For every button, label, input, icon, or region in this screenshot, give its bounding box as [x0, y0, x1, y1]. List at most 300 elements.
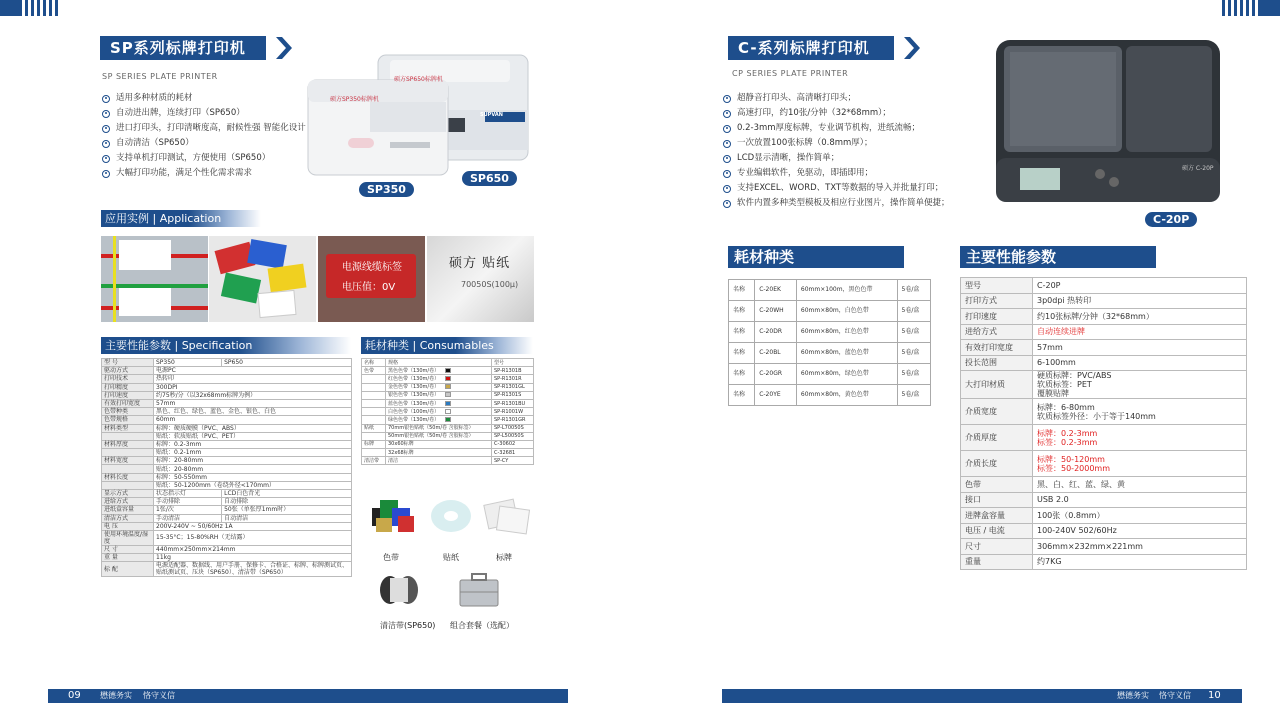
bullet-icon [102, 95, 110, 103]
table-row [102, 432, 352, 440]
right-spec-title: 主要性能参数 [960, 246, 1156, 268]
bullet-icon [723, 200, 731, 208]
spec-value-line: 57mm [1037, 342, 1063, 352]
table-row [961, 278, 1247, 294]
header-cell: 型号 [492, 359, 534, 367]
cons-spec-text: 70mm银色贴纸（50m/卷 含胶标签） [388, 425, 474, 432]
bullet-icon [723, 185, 731, 193]
cons-cell: C-20YE [755, 385, 797, 406]
cons-cell: 名称 [729, 322, 755, 343]
cons-cell: 60mm×80m，黄色色带 [796, 385, 897, 406]
table-row [961, 371, 1247, 399]
cons-cell: 5卷/盒 [897, 364, 931, 385]
color-swatch [445, 417, 451, 422]
spec-key-cell: 尺 寸 [102, 545, 154, 553]
cleaning-tape-photo [376, 570, 422, 610]
combo-caption: 组合套餐（选配） [450, 621, 514, 630]
bullet-icon [723, 155, 731, 163]
cons-cell: 60mm×80m，蓝色色带 [796, 343, 897, 364]
spec-value-cell: 标牌：50-550mm [154, 473, 352, 481]
spec-key-cell: 型号 [961, 278, 1033, 294]
spec-value-cell: 11kg [154, 554, 352, 562]
application-photo-2 [209, 236, 316, 322]
table-row [961, 523, 1247, 539]
spec-key-cell [102, 481, 154, 489]
table-row [102, 449, 352, 457]
spec-section-title: 主要性能参数 | Specification [101, 337, 351, 354]
right-page-title: C-系列标牌打印机 [728, 36, 894, 60]
spec-key-cell: 进牌盒容量 [961, 508, 1033, 524]
cons-name-cell [362, 383, 386, 391]
spec-key-cell: 进给方式 [102, 498, 154, 506]
table-row [362, 399, 534, 407]
cons-model-cell: SP-CY [492, 457, 534, 465]
sp350-logo: 硕方SP350标牌机 [330, 96, 379, 103]
spec-value-line: 标牌：6-80mm [1037, 402, 1095, 412]
right-spec-table [960, 277, 1247, 570]
table-row [362, 391, 534, 399]
table-row [961, 324, 1247, 340]
feature-item: 0.2-3mm厚度标牌，专业调节机构，进纸流畅； [723, 121, 950, 136]
spec-value-cell: SP650 [222, 359, 352, 367]
spec-key-cell: 材料长度 [102, 473, 154, 481]
table-row [102, 490, 352, 498]
table-row [102, 530, 352, 545]
bullet-icon [102, 170, 110, 178]
table-row [729, 322, 931, 343]
table-row [961, 293, 1247, 309]
cons-cell: 5卷/盒 [897, 385, 931, 406]
cons-name-cell [362, 432, 386, 440]
table-row [362, 432, 534, 440]
sp650-label: SP650 [462, 171, 517, 186]
cons-model-cell: SP-R1301BU [492, 399, 534, 407]
left-footer-bar [48, 689, 568, 703]
table-row [961, 309, 1247, 325]
supvan-brand: SUPVAN [480, 112, 503, 118]
spec-key-cell: 打印速度 [102, 391, 154, 399]
feature-item: 自动清洁（SP650） [102, 136, 306, 151]
cons-cell: 名称 [729, 280, 755, 301]
spec-value-line: 标签：50-2000mm [1037, 463, 1111, 473]
sp350-label: SP350 [359, 182, 414, 197]
table-row [102, 391, 352, 399]
spec-value-cell [1033, 539, 1247, 555]
spec-value-cell: 贴纸：软质贴纸（PVC、PET） [154, 432, 352, 440]
spec-key-cell: 色带种类 [102, 408, 154, 416]
right-footer-bar [722, 689, 1242, 703]
application-section-title: 应用实例 | Application [101, 210, 261, 227]
spec-key-cell: 介质长度 [961, 451, 1033, 477]
cons-spec-cell [386, 375, 492, 383]
table-row [729, 301, 931, 322]
cons-spec-cell [386, 424, 492, 432]
spec-key-cell: 介质宽度 [961, 399, 1033, 425]
table-row [362, 424, 534, 432]
table-row [961, 477, 1247, 493]
spec-key-cell: 驱动方式 [102, 367, 154, 375]
cons-spec-text: 50mm银色贴纸（50m/卷 含胶标签） [388, 433, 474, 440]
cons-cell: C-20DR [755, 322, 797, 343]
top-left-stripes [0, 0, 58, 16]
cons-spec-cell [386, 457, 492, 465]
spec-key-cell: 介质厚度 [961, 425, 1033, 451]
bullet-icon [723, 95, 731, 103]
cons-cell: 5卷/盒 [897, 322, 931, 343]
spec-value-line: 100-240V 502/60Hz [1037, 526, 1117, 536]
spec-value-cell: 300DPI [154, 383, 352, 391]
cons-name-cell [362, 416, 386, 424]
table-row [729, 280, 931, 301]
spec-value-cell: 贴纸：20-80mm [154, 465, 352, 473]
spec-value-cell: 手动排除 [154, 498, 222, 506]
cons-spec-text: 绿色色带（130m/卷） [388, 416, 440, 423]
cons-spec-text: 32x68标牌 [388, 449, 414, 456]
spec-value-cell: 440mm×250mm×214mm [154, 545, 352, 553]
spec-key-cell: 进给方式 [961, 324, 1033, 340]
cons-model-cell: SP-L70050S [492, 424, 534, 432]
cons-spec-cell [386, 399, 492, 407]
cons-cell: 5卷/盒 [897, 343, 931, 364]
spec-value-line: 3p0dpi 热转印 [1037, 296, 1092, 306]
bullet-icon [723, 125, 731, 133]
spec-value-cell: 1张/次 [154, 506, 222, 514]
table-row [102, 514, 352, 522]
cons-cell: 60mm×100m，黑色色带 [796, 280, 897, 301]
spec-value-cell: 标牌：硬质硬膜（PVC、ABS） [154, 424, 352, 432]
spec-value-cell: 200V-240V ~ 50/60Hz 1A [154, 522, 352, 530]
spec-value-cell: 贴纸：0.2-1mm [154, 449, 352, 457]
spec-key-cell: 材料类型 [102, 424, 154, 432]
left-feature-list [102, 91, 306, 181]
table-row [102, 506, 352, 514]
bullet-icon [723, 110, 731, 118]
c20p-printer-image [990, 36, 1226, 208]
feature-item: 高速打印，约10张/分钟（32*68mm）； [723, 106, 950, 121]
cons-cell: C-20EK [755, 280, 797, 301]
right-page-number: 10 [1208, 690, 1221, 701]
spec-value-cell: 标牌：20-80mm [154, 457, 352, 465]
left-page-number: 09 [68, 690, 81, 701]
bullet-icon [102, 140, 110, 148]
spec-key-cell: 材料厚度 [102, 440, 154, 448]
left-spec-table [101, 358, 352, 577]
spec-key-cell: 重量 [961, 554, 1033, 570]
cons-name-cell: 清洁带 [362, 457, 386, 465]
feature-item: 软件内置多种类型模板及相应行业图片，操作简单便捷； [723, 196, 950, 211]
spec-value-cell [1033, 309, 1247, 325]
spec-key-cell: 投长范围 [961, 355, 1033, 371]
right-consumables-table [728, 279, 931, 406]
header-cell: 规格 [386, 359, 492, 367]
spec-key-cell: 重 量 [102, 554, 154, 562]
table-row [102, 375, 352, 383]
table-row [102, 465, 352, 473]
application-photo-3 [318, 236, 425, 322]
cons-spec-cell [386, 408, 492, 416]
cons-cell: C-20WH [755, 301, 797, 322]
cons-cell: 名称 [729, 385, 755, 406]
cons-cell: 60mm×80m，绿色色带 [796, 364, 897, 385]
spec-key-cell: 型 号 [102, 359, 154, 367]
cons-cell: 名称 [729, 364, 755, 385]
spec-key-cell [102, 449, 154, 457]
bullet-icon [102, 125, 110, 133]
header-cell: 名称 [362, 359, 386, 367]
spec-value-line: 标牌：50-120mm [1037, 454, 1105, 464]
table-row [102, 359, 352, 367]
spec-value-line: 306mm×232mm×221mm [1037, 541, 1143, 551]
right-title-chevron-icon [904, 37, 920, 59]
cons-spec-cell [386, 416, 492, 424]
cons-cell: 5卷/盒 [897, 301, 931, 322]
feature-item: 支持EXCEL、WORD、TXT等数据的导入并批量打印； [723, 181, 950, 196]
cons-name-cell [362, 399, 386, 407]
spec-key-cell: 色带规格 [102, 416, 154, 424]
table-row [102, 498, 352, 506]
cons-spec-text: 黑色色带（130m/卷） [388, 367, 440, 374]
feature-item: 大幅打印功能，满足个性化需求需求 [102, 166, 306, 181]
table-row [961, 539, 1247, 555]
spec-value-cell: 贴纸：50-1200mm（卷绕外径<170mm） [154, 481, 352, 489]
spec-key-cell: 电压 / 电流 [961, 523, 1033, 539]
table-row [362, 440, 534, 448]
table-row [961, 554, 1247, 570]
color-swatch [445, 401, 451, 406]
table-row [102, 440, 352, 448]
spec-value-line: 标牌：0.2-3mm [1037, 428, 1098, 438]
table-header-row [362, 359, 534, 367]
spec-key-cell: 接口 [961, 492, 1033, 508]
table-row [102, 424, 352, 432]
table-row [102, 383, 352, 391]
color-swatch [445, 384, 451, 389]
table-row [362, 383, 534, 391]
cons-spec-text: 蓝色色带（130m/卷） [388, 400, 440, 407]
right-feature-list [723, 91, 950, 211]
cons-cell: 名称 [729, 301, 755, 322]
cons-spec-cell [386, 367, 492, 375]
spec-key-cell: 显示方式 [102, 490, 154, 498]
spec-value-line: USB 2.0 [1037, 495, 1069, 505]
spec-key-cell: 材料宽度 [102, 457, 154, 465]
spec-key-cell: 打印方式 [961, 293, 1033, 309]
consumables-section-title: 耗材种类 | Consumables [361, 337, 533, 354]
table-row [729, 364, 931, 385]
spec-value-cell [1033, 340, 1247, 356]
table-row [362, 457, 534, 465]
left-page-subtitle: SP SERIES PLATE PRINTER [102, 72, 218, 81]
table-row [102, 562, 352, 577]
bullet-icon [102, 155, 110, 163]
spec-value-cell: 15-35°C；15-80%RH（无结露） [154, 530, 352, 545]
spec-value-cell: SP350 [154, 359, 222, 367]
table-row [961, 399, 1247, 425]
plate-photo [482, 494, 532, 538]
spec-key-cell: 打印精度 [102, 383, 154, 391]
color-swatch [445, 376, 451, 381]
spec-key-cell: 尺寸 [961, 539, 1033, 555]
cons-cell: 60mm×80m，红色色带 [796, 322, 897, 343]
application-photo-1 [101, 236, 208, 322]
sticker-model-text: 70050S(100μ) [461, 280, 519, 289]
voltage-label-text: 电压值：0V [342, 282, 396, 293]
spec-value-cell [1033, 477, 1247, 493]
table-row [102, 481, 352, 489]
cons-spec-cell [386, 432, 492, 440]
table-row [961, 340, 1247, 356]
plate-caption: 标牌 [496, 553, 512, 562]
spec-value-line: C-20P [1037, 280, 1061, 290]
sp650-logo: 硕方SP650标牌机 [394, 76, 443, 83]
bullet-icon [723, 140, 731, 148]
cons-model-cell: SP-R1301GR [492, 416, 534, 424]
spec-value-cell [1033, 508, 1247, 524]
table-row [729, 385, 931, 406]
cleaning-tape-caption: 清洁带(SP650) [380, 621, 436, 630]
right-page-subtitle: CP SERIES PLATE PRINTER [732, 69, 849, 78]
cons-cell: C-20BL [755, 343, 797, 364]
spec-value-cell: 60mm [154, 416, 352, 424]
spec-value-cell [1033, 293, 1247, 309]
table-row [729, 343, 931, 364]
sp-printers-image [300, 50, 534, 185]
right-motto-b: 恪守义信 [1159, 691, 1191, 700]
spec-value-cell [1033, 425, 1247, 451]
cons-cell: 60mm×80m，白色色带 [796, 301, 897, 322]
cons-name-cell: 色带 [362, 367, 386, 375]
feature-item: 专业编辑软件，免驱动，即插即用； [723, 166, 950, 181]
cons-cell: C-20GR [755, 364, 797, 385]
top-right-stripes [1222, 0, 1280, 16]
sticker-title-text: 硕方 贴纸 [449, 256, 511, 271]
table-row [362, 375, 534, 383]
bullet-icon [102, 110, 110, 118]
combo-case-photo [456, 570, 502, 610]
color-swatch [445, 409, 451, 414]
ribbon-caption: 色带 [383, 553, 399, 562]
spec-value-cell: 黑色、红色、绿色、蓝色、金色、银色、白色 [154, 408, 352, 416]
spec-value-cell [1033, 451, 1247, 477]
cons-name-cell [362, 391, 386, 399]
table-row [362, 449, 534, 457]
cons-spec-cell [386, 383, 492, 391]
spec-value-cell [1033, 492, 1247, 508]
sticker-roll-photo [428, 494, 474, 538]
ribbon-photo [368, 494, 420, 538]
spec-value-cell: 热转印 [154, 375, 352, 383]
cons-model-cell: SP-R1301GL [492, 383, 534, 391]
cons-model-cell: C-32681 [492, 449, 534, 457]
feature-item: 支持单机打印测试，方便使用（SP650） [102, 151, 306, 166]
spec-value-cell: 50张（单张厚1mm时） [222, 506, 352, 514]
spec-value-line: 自动连续进牌 [1037, 327, 1085, 337]
cons-cell: 5卷/盒 [897, 280, 931, 301]
table-row [362, 367, 534, 375]
left-title-chevron-icon [276, 37, 292, 59]
spec-value-cell: 状态指示灯 [154, 490, 222, 498]
spec-key-cell: 标 配 [102, 562, 154, 577]
spec-value-line: 标签：0.2-3mm [1037, 437, 1098, 447]
feature-item: 超静音打印头、高清晰打印头； [723, 91, 950, 106]
spec-key-cell: 打印技术 [102, 375, 154, 383]
spec-value-cell: 电源PC [154, 367, 352, 375]
cons-model-cell: SP-R1301R [492, 375, 534, 383]
cons-model-cell: SP-L50050S [492, 432, 534, 440]
spec-value-cell: 标牌：0.2-3mm [154, 440, 352, 448]
cons-name-cell [362, 375, 386, 383]
spec-value-line: 约10张标牌/分钟（32*68mm） [1037, 311, 1154, 321]
cable-label-text: 电源线缆标签 [342, 262, 402, 273]
feature-item: 进口打印头，打印清晰度高，耐候性强 智能化设计 [102, 121, 306, 136]
spec-value-cell: 约75秒/分（以32x68mm标牌为例） [154, 391, 352, 399]
spec-key-cell: 进纸盒容量 [102, 506, 154, 514]
cons-spec-text: 清洁 [388, 457, 399, 464]
left-consumables-table [361, 358, 534, 465]
cons-model-cell: C-30602 [492, 440, 534, 448]
spec-value-line: 硬质标牌：PVC/ABS [1037, 371, 1112, 380]
cons-spec-cell [386, 449, 492, 457]
spec-value-cell: 自动清洁 [222, 514, 352, 522]
printer-brand-text: 硕方 C-20P [1182, 165, 1214, 172]
spec-value-cell [1033, 399, 1247, 425]
spec-value-line: 软质标签：PET [1037, 380, 1092, 389]
table-row [961, 355, 1247, 371]
cons-model-cell: SP-R1301S [492, 391, 534, 399]
cons-name-cell [362, 408, 386, 416]
color-swatch [445, 368, 451, 373]
spec-value-line: 黑、白、红、蓝、绿、黄 [1037, 479, 1125, 489]
c20p-label: C-20P [1145, 212, 1197, 227]
spec-value-cell: 自动排除 [222, 498, 352, 506]
sticker-caption: 贴纸 [443, 553, 459, 562]
cons-spec-text: 白色色带（100m/卷） [388, 408, 440, 415]
right-consumables-title: 耗材种类 [728, 246, 904, 268]
spec-key-cell: 有效打印宽度 [961, 340, 1033, 356]
feature-item: 一次放置100张标牌（0.8mm厚）； [723, 136, 950, 151]
spec-value-line: 软质标签外径：小于等于140mm [1037, 411, 1156, 421]
spec-value-cell [1033, 371, 1247, 399]
cons-name-cell: 标牌 [362, 440, 386, 448]
spec-key-cell: 有效打印宽度 [102, 399, 154, 407]
spec-key-cell: 大打印材质 [961, 371, 1033, 399]
application-photo-4 [427, 236, 534, 322]
table-row [961, 508, 1247, 524]
cons-name-cell: 贴纸 [362, 424, 386, 432]
spec-key-cell: 电 压 [102, 522, 154, 530]
feature-item: 自动进出牌，连续打印（SP650） [102, 106, 306, 121]
feature-item: LCD显示清晰，操作简单； [723, 151, 950, 166]
spec-value-cell [1033, 355, 1247, 371]
cons-spec-cell [386, 391, 492, 399]
table-row [102, 457, 352, 465]
spec-value-cell [1033, 324, 1247, 340]
cons-spec-text: 30x60标牌 [388, 441, 414, 448]
spec-value-cell: 57mm [154, 399, 352, 407]
left-motto-b: 恪守义信 [143, 691, 175, 700]
table-row [102, 554, 352, 562]
spec-value-cell [1033, 554, 1247, 570]
table-row [961, 451, 1247, 477]
cons-spec-text: 红色色带（130m/卷） [388, 375, 440, 382]
spec-value-cell: 手动清洁 [154, 514, 222, 522]
cons-cell: 名称 [729, 343, 755, 364]
spec-key-cell: 打印速度 [961, 309, 1033, 325]
right-motto-a: 懋德务实 [1117, 691, 1149, 700]
table-row [102, 522, 352, 530]
spec-value-line: 6-100mm [1037, 358, 1076, 368]
spec-value-cell: 电源适配器、数据线、用户手册、保修卡、合格证、标牌、标牌测试页、贴纸测试页、压块（SP650）、清洁带（SP650） [154, 562, 352, 577]
